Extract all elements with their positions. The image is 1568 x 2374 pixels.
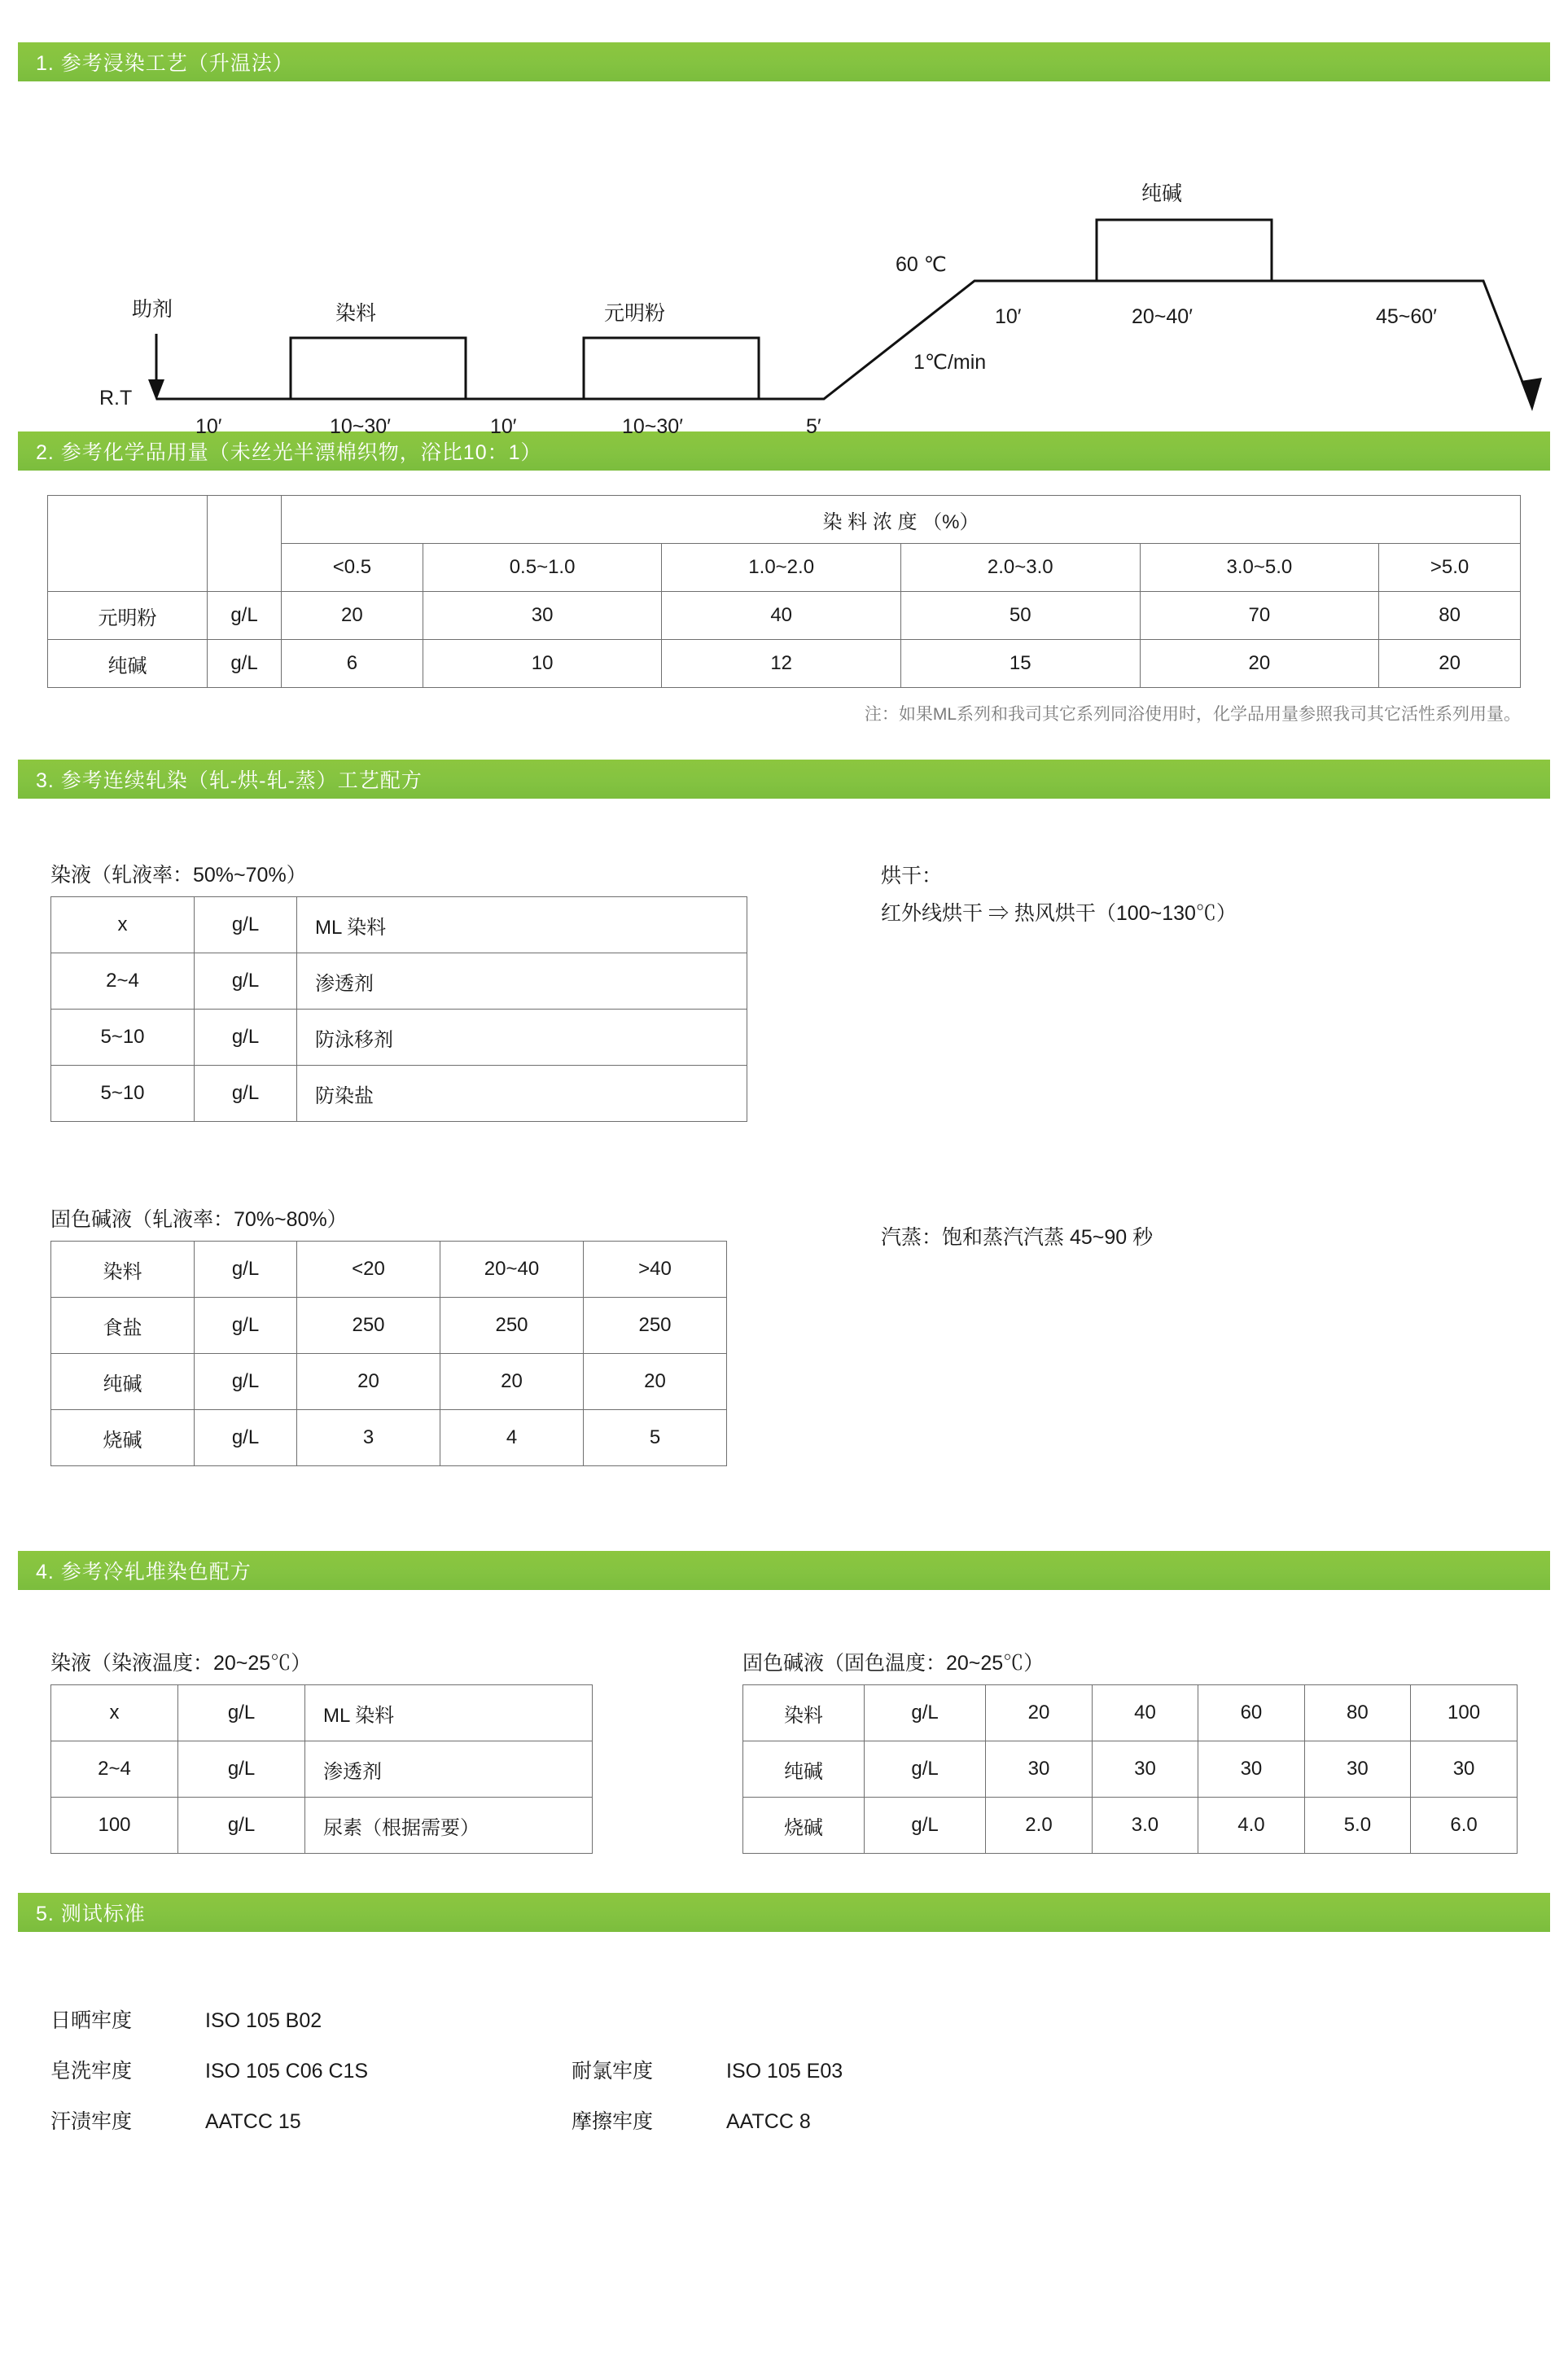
table-row bbox=[51, 1298, 727, 1354]
cpb-dye-liquor-table bbox=[50, 1684, 593, 1854]
conc-col-4: 2.0~3.0 bbox=[900, 544, 1140, 592]
standard-value-perspirationfastness: AATCC 15 bbox=[205, 2110, 301, 2133]
table-row bbox=[51, 1066, 747, 1122]
label-time-4: 10~30′ bbox=[622, 415, 683, 438]
table-row bbox=[51, 1741, 593, 1798]
cell: 70 bbox=[1140, 592, 1379, 640]
section-header-2 bbox=[18, 431, 1550, 471]
cell: 50 bbox=[900, 592, 1140, 640]
standard-name-chlorinefastness: 耐氯牢度 bbox=[572, 2060, 654, 2083]
cell-name: 渗透剂 bbox=[297, 953, 747, 1010]
cell-amount: 2~4 bbox=[51, 953, 195, 1010]
dyeing-process-diagram bbox=[18, 81, 1550, 438]
standard-row bbox=[50, 2096, 1518, 2147]
row-unit-soda: g/L bbox=[195, 1354, 297, 1410]
cell-unit: g/L bbox=[195, 953, 297, 1010]
fixation-alkali-table bbox=[50, 1241, 727, 1466]
test-standards-block bbox=[50, 1971, 1518, 2147]
cell-amount: x bbox=[51, 1685, 178, 1741]
cell: 30 bbox=[1092, 1741, 1198, 1798]
cell-unit: g/L bbox=[178, 1685, 305, 1741]
section-header-3 bbox=[18, 760, 1550, 799]
label-temp-60: 60 ℃ bbox=[896, 253, 947, 276]
section-header-4 bbox=[18, 1551, 1550, 1590]
row-name-caustic: 烧碱 bbox=[51, 1410, 195, 1466]
label-time-3: 10′ bbox=[490, 415, 517, 438]
table-row bbox=[51, 1685, 593, 1741]
row-name-soda: 纯碱 bbox=[51, 1354, 195, 1410]
cell: 20 bbox=[584, 1354, 727, 1410]
cell: 20 bbox=[1140, 640, 1379, 688]
cell-amount: x bbox=[51, 897, 195, 953]
standard-value-chlorinefastness: ISO 105 E03 bbox=[726, 2060, 843, 2083]
table-row bbox=[51, 897, 747, 953]
drying-title: 烘干： bbox=[881, 865, 943, 887]
section-title-5: 5. 测试标准 bbox=[36, 1903, 146, 1925]
section-header-1 bbox=[18, 42, 1550, 81]
table-row bbox=[51, 953, 747, 1010]
cell: 40 bbox=[662, 592, 901, 640]
standard-entry bbox=[50, 2096, 572, 2147]
fix-liquor-title: 固色碱液（轧液率：70%~80%） bbox=[50, 1208, 348, 1231]
row-unit-caustic: g/L bbox=[864, 1798, 985, 1854]
standard-entry bbox=[50, 2046, 572, 2096]
section-title-1: 1. 参考浸染工艺（升温法） bbox=[36, 52, 294, 75]
label-time-5: 5′ bbox=[806, 415, 821, 438]
cell-amount: 100 bbox=[51, 1798, 178, 1854]
table-row bbox=[51, 1798, 593, 1854]
cell-unit: g/L bbox=[195, 897, 297, 953]
cell: 20 bbox=[986, 1685, 1092, 1741]
table-row bbox=[743, 1685, 1518, 1741]
cell: 5 bbox=[584, 1410, 727, 1466]
row-name-glauber: 元明粉 bbox=[48, 592, 208, 640]
conc-col-5: 3.0~5.0 bbox=[1140, 544, 1379, 592]
row-name-soda: 纯碱 bbox=[48, 640, 208, 688]
label-dye: 染料 bbox=[335, 302, 377, 325]
pad-dyeing-left-column bbox=[50, 826, 767, 1466]
table-row bbox=[51, 1410, 727, 1466]
row-name-soda: 纯碱 bbox=[743, 1741, 865, 1798]
chemical-dosage-block bbox=[47, 495, 1521, 725]
cell-unit: g/L bbox=[178, 1798, 305, 1854]
cell-name: ML 染料 bbox=[305, 1685, 593, 1741]
section-title-3: 3. 参考连续轧染（轧-烘-轧-蒸）工艺配方 bbox=[36, 769, 423, 792]
cell-unit: g/L bbox=[178, 1741, 305, 1798]
cpb-fix-title: 固色碱液（固色温度：20~25℃） bbox=[742, 1652, 1045, 1675]
row-name-caustic: 烧碱 bbox=[743, 1798, 865, 1854]
cell: 20 bbox=[1379, 640, 1521, 688]
row-unit-dye: g/L bbox=[864, 1685, 985, 1741]
label-soda: 纯碱 bbox=[1141, 182, 1183, 205]
cell: 15 bbox=[900, 640, 1140, 688]
cell: 6 bbox=[282, 640, 423, 688]
standard-name-lightfastness: 日晒牢度 bbox=[50, 2009, 133, 2032]
row-unit-caustic: g/L bbox=[195, 1410, 297, 1466]
conc-col-6: >5.0 bbox=[1379, 544, 1521, 592]
row-unit-soda: g/L bbox=[208, 640, 282, 688]
label-time-8: 45~60′ bbox=[1376, 305, 1437, 328]
label-room-temp: R.T bbox=[99, 387, 133, 410]
table-row bbox=[48, 496, 1521, 544]
cell: 60 bbox=[1198, 1685, 1304, 1741]
cell: 20 bbox=[297, 1354, 440, 1410]
cell-name: 尿素（根据需要） bbox=[305, 1798, 593, 1854]
cell: 4.0 bbox=[1198, 1798, 1304, 1854]
cell: 250 bbox=[297, 1298, 440, 1354]
table-row bbox=[48, 640, 1521, 688]
cell: 3 bbox=[297, 1410, 440, 1466]
table-row bbox=[51, 1010, 747, 1066]
row-unit-dye: g/L bbox=[195, 1242, 297, 1298]
cpb-dye-title: 染液（染液温度：20~25℃） bbox=[50, 1652, 312, 1675]
cell: 80 bbox=[1304, 1685, 1410, 1741]
cell-name: 防泳移剂 bbox=[297, 1010, 747, 1066]
cell: 30 bbox=[1198, 1741, 1304, 1798]
cell-amount: 2~4 bbox=[51, 1741, 178, 1798]
conc-col-2: 0.5~1.0 bbox=[423, 544, 662, 592]
cell-unit: g/L bbox=[195, 1066, 297, 1122]
fix-head-1: <20 bbox=[297, 1242, 440, 1298]
cell: 40 bbox=[1092, 1685, 1198, 1741]
dye-liquor-table bbox=[50, 896, 747, 1122]
label-time-7: 20~40′ bbox=[1132, 305, 1193, 328]
cell: 30 bbox=[423, 592, 662, 640]
label-glauber: 元明粉 bbox=[604, 302, 666, 325]
cell: 100 bbox=[1411, 1685, 1518, 1741]
standard-entry bbox=[50, 1995, 572, 2046]
section-title-2: 2. 参考化学品用量（未丝光半漂棉织物，浴比10：1） bbox=[36, 441, 542, 464]
standard-row bbox=[50, 1995, 1518, 2046]
drying-text: 红外线烘干 ⇒ 热风烘干（100~130℃） bbox=[881, 902, 1237, 925]
cell: 6.0 bbox=[1411, 1798, 1518, 1854]
cell-name: ML 染料 bbox=[297, 897, 747, 953]
row-name-dye: 染料 bbox=[743, 1685, 865, 1741]
label-time-1: 10′ bbox=[195, 415, 222, 438]
pad-dyeing-block bbox=[50, 826, 1518, 1543]
cell: 4 bbox=[440, 1410, 584, 1466]
label-time-6: 10′ bbox=[995, 305, 1022, 328]
steaming-text: 汽蒸：饱和蒸汽汽蒸 45~90 秒 bbox=[881, 1226, 1154, 1249]
fix-head-2: 20~40 bbox=[440, 1242, 584, 1298]
cell: 80 bbox=[1379, 592, 1521, 640]
cell: 5.0 bbox=[1304, 1798, 1410, 1854]
table-row bbox=[51, 1242, 727, 1298]
label-heating-rate: 1℃/min bbox=[913, 351, 987, 374]
standard-name-perspirationfastness: 汗渍牢度 bbox=[50, 2110, 133, 2133]
cpb-fixation-table bbox=[742, 1684, 1518, 1854]
standard-name-empty bbox=[572, 1995, 726, 2046]
dye-liquor-title: 染液（轧液率：50%~70%） bbox=[50, 864, 307, 887]
standard-row bbox=[50, 2046, 1518, 2096]
cell: 250 bbox=[440, 1298, 584, 1354]
standard-entry bbox=[572, 2096, 1093, 2147]
standard-value-rubbingfastness: AATCC 8 bbox=[726, 2110, 811, 2133]
row-unit-salt: g/L bbox=[195, 1298, 297, 1354]
cell: 250 bbox=[584, 1298, 727, 1354]
section-title-4: 4. 参考冷轧堆染色配方 bbox=[36, 1561, 252, 1583]
cell: 20 bbox=[440, 1354, 584, 1410]
cpb-left-column bbox=[50, 1647, 593, 1854]
row-unit-glauber: g/L bbox=[208, 592, 282, 640]
cell-amount: 5~10 bbox=[51, 1010, 195, 1066]
cpb-right-column bbox=[742, 1647, 1518, 1854]
corner-blank bbox=[48, 496, 208, 592]
pad-dyeing-right-column bbox=[881, 826, 1548, 1256]
cell: 12 bbox=[662, 640, 901, 688]
cold-pad-batch-block bbox=[50, 1623, 1518, 1867]
chemical-dosage-table bbox=[47, 495, 1521, 688]
fix-head-3: >40 bbox=[584, 1242, 727, 1298]
section-header-5 bbox=[18, 1893, 1550, 1932]
row-name-dye: 染料 bbox=[51, 1242, 195, 1298]
cell-amount: 5~10 bbox=[51, 1066, 195, 1122]
cell-name: 渗透剂 bbox=[305, 1741, 593, 1798]
table-row bbox=[743, 1798, 1518, 1854]
table-row bbox=[48, 592, 1521, 640]
cell-name: 防染盐 bbox=[297, 1066, 747, 1122]
cell: 2.0 bbox=[986, 1798, 1092, 1854]
cell: 3.0 bbox=[1092, 1798, 1198, 1854]
cell: 30 bbox=[986, 1741, 1092, 1798]
standard-value-washfastness: ISO 105 C06 C1S bbox=[205, 2060, 369, 2083]
corner-blank-unit bbox=[208, 496, 282, 592]
row-unit-soda: g/L bbox=[864, 1741, 985, 1798]
label-time-2: 10~30′ bbox=[330, 415, 391, 438]
row-name-salt: 食盐 bbox=[51, 1298, 195, 1354]
conc-col-3: 1.0~2.0 bbox=[662, 544, 901, 592]
cell: 30 bbox=[1304, 1741, 1410, 1798]
chemical-dosage-note: 注：如果ML系列和我司其它系列同浴使用时，化学品用量参照我司其它活性系列用量。 bbox=[864, 705, 1521, 724]
standard-name-rubbingfastness: 摩擦牢度 bbox=[572, 2110, 654, 2133]
cell: 20 bbox=[282, 592, 423, 640]
cell: 30 bbox=[1411, 1741, 1518, 1798]
label-auxiliary: 助剂 bbox=[132, 298, 173, 321]
process-curve-svg bbox=[18, 81, 1548, 431]
standard-value-lightfastness: ISO 105 B02 bbox=[205, 2009, 322, 2032]
standard-entry bbox=[572, 2046, 1093, 2096]
standard-name-washfastness: 皂洗牢度 bbox=[50, 2060, 133, 2083]
header-dye-concentration: 染 料 浓 度 （%） bbox=[282, 496, 1521, 544]
standard-entry-empty bbox=[572, 1995, 1093, 2046]
cell-unit: g/L bbox=[195, 1010, 297, 1066]
table-row bbox=[51, 1354, 727, 1410]
conc-col-1: <0.5 bbox=[282, 544, 423, 592]
cell: 10 bbox=[423, 640, 662, 688]
table-row bbox=[743, 1741, 1518, 1798]
